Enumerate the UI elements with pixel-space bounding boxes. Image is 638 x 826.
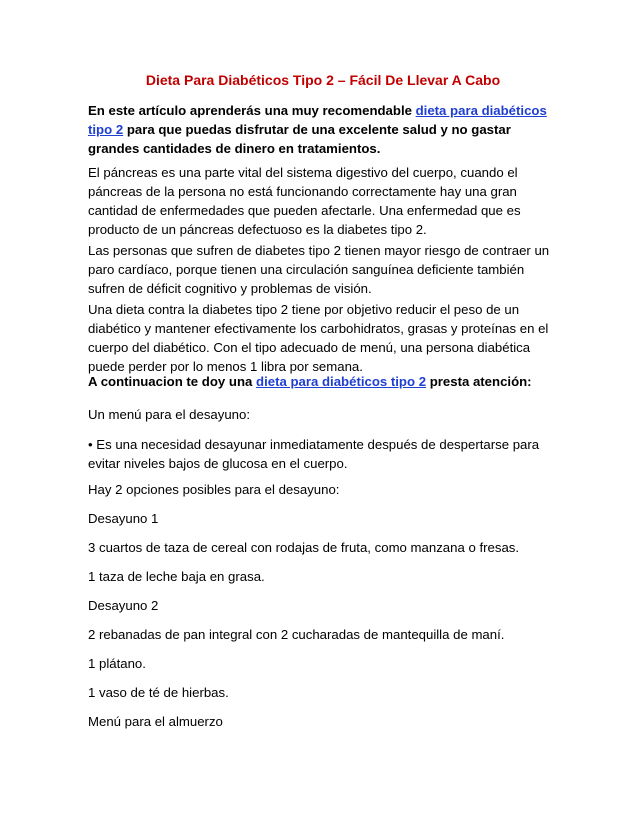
breakfast-1-item: 1 taza de leche baja en grasa. [88, 569, 265, 584]
lunch-heading: Menú para el almuerzo [88, 714, 223, 729]
breakfast-2-title: Desayuno 2 [88, 598, 159, 613]
cta-text-after: presta atención: [426, 374, 532, 389]
intro-paragraph [88, 101, 558, 158]
document-title: Dieta Para Diabéticos Tipo 2 – Fácil De Llevar A Cabo [145, 72, 501, 88]
intro-text-before: En este artículo aprenderás una muy recomendable [88, 103, 416, 118]
breakfast-1-item: 3 cuartos de taza de cereal con rodajas de fruta, como manzana o fresas. [88, 540, 520, 555]
diet-link-intro[interactable]: dieta para diabéticos tipo 2 [88, 103, 547, 137]
breakfast-2-item: 2 rebanadas de pan integral con 2 cucharadas de mantequilla de maní. [88, 627, 505, 642]
intro-text-after: para que puedas disfrutar de una excelente salud y no gastar grandes cantidades de dinero en tratamientos. [88, 122, 511, 156]
cta-text-before: A continuacion te doy una [88, 374, 257, 389]
breakfast-bullet: • Es una necesidad desayunar inmediatamente después de despertarse para evitar niveles bajos de glucosa en el cuerpo. [88, 437, 540, 471]
breakfast-1-title: Desayuno 1 [88, 511, 159, 526]
paragraph-diet-goal: Una dieta contra la diabetes tipo 2 tiene por objetivo reducir el peso de un diabético y mantener efectivamente los carbohidratos, grasas y proteínas en el cuerpo del diabético. Con el tipo adecuado de menú, una persona diabética puede perder por lo menos 1 libra por semana. [88, 302, 549, 374]
cta-paragraph [88, 372, 558, 391]
diet-link-cta[interactable]: dieta para diabéticos tipo 2 [256, 374, 427, 389]
paragraph-pancreas: El páncreas es una parte vital del sistema digestivo del cuerpo, cuando el páncreas de la persona no está funcionando correctamente hay una gran cantidad de enfermedades que pueden afectarle. Una enfermedad que es producto de un páncreas defectuoso es la diabetes tipo 2. [88, 165, 521, 237]
breakfast-2-item: 1 vaso de té de hierbas. [88, 685, 229, 700]
breakfast-2-item: 1 plátano. [88, 656, 146, 671]
breakfast-options-intro: Hay 2 opciones posibles para el desayuno: [88, 482, 340, 497]
breakfast-heading: Un menú para el desayuno: [88, 407, 251, 422]
paragraph-risks: Las personas que sufren de diabetes tipo 2 tienen mayor riesgo de contraer un paro cardíaco, porque tienen una circulación sanguínea deficiente también sufren de déficit cognitivo y problemas de visión. [88, 243, 550, 296]
